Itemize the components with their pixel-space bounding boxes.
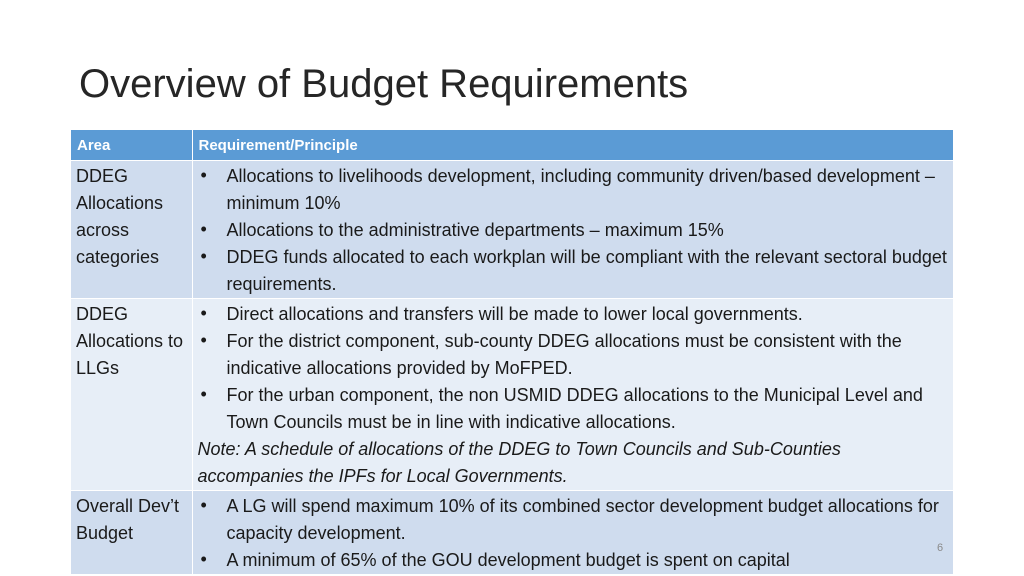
list-item <box>198 328 949 382</box>
slide-title: Overview of Budget Requirements <box>79 62 689 106</box>
area-cell: DDEG Allocations to LLGs <box>71 299 192 491</box>
list-item <box>198 301 949 328</box>
area-cell: DDEG Allocations across categories <box>71 161 192 299</box>
bullet-dot-icon: • <box>200 330 207 350</box>
bullet-dot-icon: • <box>200 165 207 185</box>
requirement-list <box>198 301 949 436</box>
requirement-list <box>198 163 949 298</box>
requirement-list <box>198 493 949 574</box>
bullet-dot-icon: • <box>200 549 207 569</box>
bullet-dot-icon: • <box>200 384 207 404</box>
requirement-cell <box>192 491 953 575</box>
requirement-cell <box>192 299 953 491</box>
header-requirement: Requirement/Principle <box>192 130 953 161</box>
list-item-text: DDEG funds allocated to each workplan will be compliant with the relevant sectoral budget requirements. <box>226 247 947 294</box>
bullet-dot-icon: • <box>200 219 207 239</box>
bullet-dot-icon: • <box>200 246 207 266</box>
header-area: Area <box>71 130 192 161</box>
budget-requirements-table <box>71 130 954 574</box>
list-item-text: For the urban component, the non USMID DDEG allocations to the Municipal Level and Town Councils must be in line with indicative allocations. <box>226 385 923 432</box>
list-item-text: A minimum of 65% of the GOU development budget is spent on capital <box>226 550 790 570</box>
list-item-text: For the district component, sub-county DDEG allocations must be consistent with the indicative allocations provided by MoFPED. <box>226 331 902 378</box>
page-number: 6 <box>937 542 944 554</box>
list-item-text: A LG will spend maximum 10% of its combined sector development budget allocations for capacity development. <box>226 496 939 543</box>
list-item <box>198 493 949 547</box>
list-item <box>198 217 949 244</box>
list-item-text: Allocations to livelihoods development, including community driven/based development – minimum 10% <box>226 166 935 213</box>
bullet-dot-icon: • <box>200 303 207 323</box>
table-row <box>71 491 953 575</box>
requirement-cell <box>192 161 953 299</box>
table-header-row <box>71 130 953 161</box>
list-item <box>198 382 949 436</box>
area-cell: Overall Dev’t Budget <box>71 491 192 575</box>
list-item-text: Direct allocations and transfers will be made to lower local governments. <box>226 304 803 324</box>
table-row <box>71 299 953 491</box>
list-item <box>198 547 949 574</box>
allocation-note: Note: A schedule of allocations of the DDEG to Town Councils and Sub-Counties accompanies the IPFs for Local Governments. <box>197 439 841 486</box>
list-item <box>198 163 949 217</box>
list-item-text: Allocations to the administrative departments – maximum 15% <box>226 220 724 240</box>
table-row <box>71 161 953 299</box>
list-item <box>198 244 949 298</box>
bullet-dot-icon: • <box>200 495 207 515</box>
